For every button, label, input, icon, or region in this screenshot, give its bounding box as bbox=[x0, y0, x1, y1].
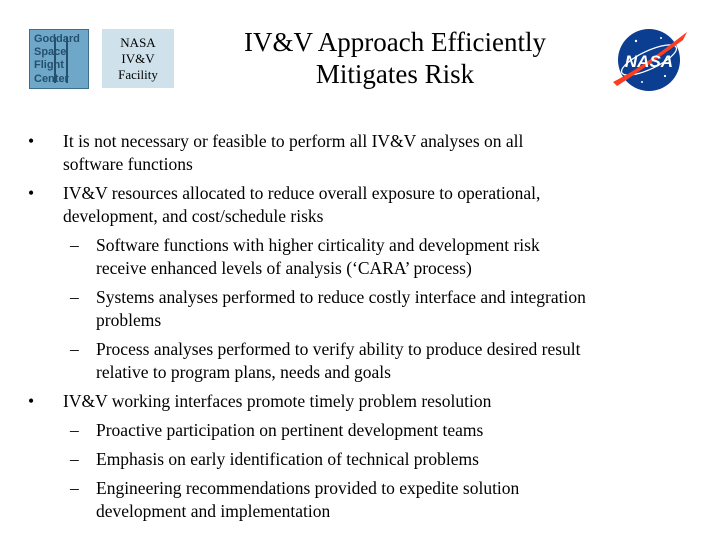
nasa-logo-star bbox=[664, 75, 666, 77]
bullet-item bbox=[28, 390, 688, 413]
bullet-marker: • bbox=[28, 183, 35, 203]
bullet-text-line: IV&V resources allocated to reduce overall exposure to operational, bbox=[63, 183, 541, 203]
nasa-logo-star bbox=[641, 81, 643, 83]
goddard-logo-line: Center bbox=[34, 72, 69, 85]
sub-bullet-marker: – bbox=[70, 420, 79, 440]
bullet-text-line: Proactive participation on pertinent development teams bbox=[96, 420, 484, 440]
facility-line: Facility bbox=[118, 66, 158, 82]
bullet-text-line: Systems analyses performed to reduce costly interface and integration bbox=[96, 287, 586, 307]
facility-label-box bbox=[102, 29, 174, 88]
nasa-logo-text: NASA bbox=[624, 52, 674, 71]
facility-line: NASA bbox=[120, 34, 156, 50]
goddard-logo-line: Space bbox=[34, 46, 67, 59]
bullet-text-line: problems bbox=[96, 310, 162, 330]
bullet-text-line: relative to program plans, needs and goals bbox=[96, 362, 391, 382]
bullet-text-line: IV&V working interfaces promote timely problem resolution bbox=[63, 391, 492, 411]
sub-bullet-item bbox=[28, 338, 688, 384]
bullet-text-line: receive enhanced levels of analysis (‘CARA’ process) bbox=[96, 258, 472, 278]
facility-line: IV&V bbox=[121, 50, 155, 66]
sub-bullet-item bbox=[28, 477, 688, 523]
bullet-text-line: It is not necessary or feasible to perform all IV&V analyses on all bbox=[63, 131, 524, 151]
slide-title bbox=[205, 26, 585, 90]
bullet-list bbox=[28, 130, 688, 529]
bullet-marker: • bbox=[28, 131, 35, 151]
bullet-item bbox=[28, 130, 688, 176]
bullet-marker: • bbox=[28, 391, 35, 411]
sub-bullet-item bbox=[28, 448, 688, 471]
goddard-logo bbox=[29, 29, 89, 89]
slide-title-line: Mitigates Risk bbox=[315, 59, 475, 89]
bullet-text-line: software functions bbox=[63, 154, 193, 174]
bullet-text-line: development, and cost/schedule risks bbox=[63, 206, 324, 226]
goddard-logo-line: Flight bbox=[34, 59, 64, 72]
bullet-text-line: Engineering recommendations provided to expedite solution bbox=[96, 478, 520, 498]
bullet-text-line: development and implementation bbox=[96, 501, 331, 521]
slide-title-line: IV&V Approach Efficiently bbox=[244, 27, 546, 57]
nasa-logo-star bbox=[660, 37, 662, 39]
sub-bullet-item bbox=[28, 234, 688, 280]
sub-bullet-item bbox=[28, 419, 688, 442]
nasa-logo-star bbox=[635, 40, 637, 42]
sub-bullet-marker: – bbox=[70, 287, 79, 307]
sub-bullet-item bbox=[28, 286, 688, 332]
bullet-text-line: Software functions with higher cirticality and development risk bbox=[96, 235, 540, 255]
nasa-meatball-logo bbox=[609, 24, 689, 96]
sub-bullet-marker: – bbox=[70, 235, 79, 255]
sub-bullet-marker: – bbox=[70, 449, 79, 469]
goddard-logo-line: Goddard bbox=[34, 33, 80, 45]
bullet-text-line: Emphasis on early identification of technical problems bbox=[96, 449, 479, 469]
bullet-text-line: Process analyses performed to verify ability to produce desired result bbox=[96, 339, 581, 359]
goddard-logo-text bbox=[34, 33, 86, 86]
bullet-item bbox=[28, 182, 688, 228]
sub-bullet-marker: – bbox=[70, 478, 79, 498]
sub-bullet-marker: – bbox=[70, 339, 79, 359]
